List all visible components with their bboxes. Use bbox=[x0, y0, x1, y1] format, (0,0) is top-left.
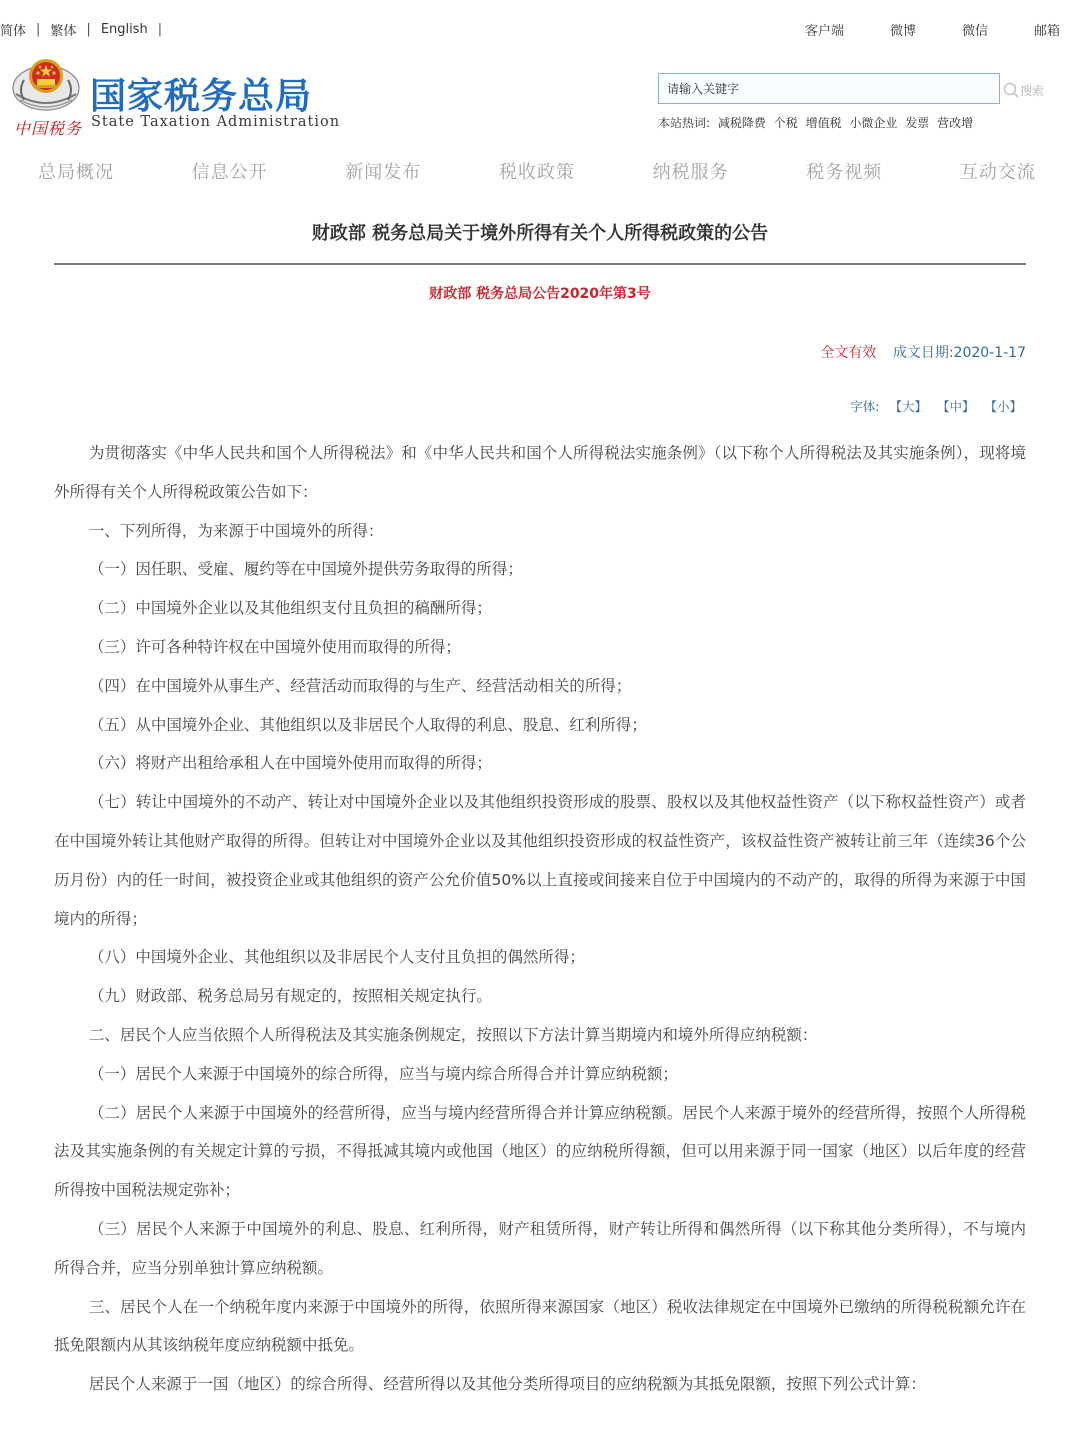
document-meta bbox=[820, 342, 1026, 362]
separator: | bbox=[157, 21, 163, 37]
article-paragraph: 为贯彻落实《中华人民共和国个人所得税法》和《中华人民共和国个人所得税法实施条例》（以下称个人所得税法及其实施条例），现将境外所得有关个人所得税政策公告如下： bbox=[54, 444, 1026, 501]
font-size-control bbox=[850, 397, 1022, 415]
lang-traditional-link[interactable]: 繁体 bbox=[50, 23, 77, 39]
search-button-label: 搜索 bbox=[1020, 83, 1045, 98]
hot-word-link[interactable]: 减税降费 bbox=[717, 116, 766, 130]
search-input[interactable] bbox=[667, 82, 999, 96]
font-large-button[interactable]: 【大】 bbox=[889, 399, 927, 414]
article-title: 财政部 税务总局关于境外所得有关个人所得税政策的公告 bbox=[311, 223, 769, 244]
document-date: 成文日期:2020-1-17 bbox=[892, 345, 1026, 361]
separator: | bbox=[86, 21, 91, 37]
logo-slogan: 中国税务 bbox=[14, 119, 83, 138]
validity-status: 全文有效 bbox=[820, 345, 877, 361]
font-small-button[interactable]: 【小】 bbox=[984, 399, 1022, 414]
lang-english-link[interactable]: English bbox=[100, 21, 148, 37]
language-switcher bbox=[0, 19, 172, 39]
article-paragraph: （一）因任职、受雇、履约等在中国境外提供劳务取得的所得； bbox=[88, 560, 523, 579]
article-paragraph: （二）居民个人来源于中国境外的经营所得，应当与境内经营所得合并计算应纳税额。居民个人来源于境外的经营所得，按照个人所得税法及其实施条例的有关规定计算的亏损，不得抵减其境内或他国（地区）的应纳税所得额，但可以用来源于同一国家（地区）以后年度的经营所得按中国税法规定弥补； bbox=[54, 1103, 1026, 1200]
weibo-link[interactable]: 微博 bbox=[889, 23, 916, 39]
search-icon bbox=[1003, 82, 1019, 98]
nav-item-info-disclosure[interactable]: 信息公开 bbox=[191, 162, 268, 183]
nav-item-news[interactable]: 新闻发布 bbox=[345, 162, 422, 183]
search-button[interactable] bbox=[1003, 79, 1044, 101]
article-paragraph: 一、下列所得，为来源于中国境外的所得： bbox=[88, 521, 384, 540]
top-links bbox=[805, 19, 1080, 39]
article-paragraph: （三）许可各种特许权在中国境外使用而取得的所得； bbox=[88, 637, 461, 656]
font-size-label: 字体: bbox=[850, 399, 880, 414]
article-paragraph: 居民个人来源于一国（地区）的综合所得、经营所得以及其他分类所得项目的应纳税额为其抵免限额，按照下列公式计算： bbox=[88, 1375, 926, 1394]
logo-title-cn: 国家税务总局 bbox=[90, 76, 313, 117]
hot-word-link[interactable]: 增值税 bbox=[805, 116, 842, 130]
article-paragraph: （四）在中国境外从事生产、经营活动而取得的与生产、经营活动相关的所得； bbox=[88, 676, 632, 695]
article-paragraph: 二、居民个人应当依照个人所得税法及其实施条例规定，按照以下方法计算当期境内和境外所得应纳税额： bbox=[88, 1025, 818, 1044]
main-nav bbox=[0, 158, 1080, 190]
national-emblem-icon bbox=[10, 50, 82, 120]
nav-item-tax-policy[interactable]: 税收政策 bbox=[498, 162, 575, 183]
article-paragraph: （七）转让中国境外的不动产、转让对中国境外企业以及其他组织投资形成的股票、股权以及其他权益性资产（以下称权益性资产）或者在中国境外转让其他财产取得的所得。但转让对中国境外企业以及其他组织投资形成的权益性资产，该权益性资产被转让前三年（连续36个公历月份）内的任一时间，被投资企业或其他组织的资产公允价值50%以上直接或间接来自位于中国境内的不动产的，取得的所得为来源于中国境内的所得； bbox=[54, 793, 1026, 928]
logo-title-en: State Taxation Administration bbox=[91, 114, 341, 130]
article-paragraph: 三、居民个人在一个纳税年度内来源于中国境外的所得，依照所得来源国家（地区）税收法律规定在中国境外已缴纳的所得税税额允许在抵免限额内从其该纳税年度应纳税额中抵免。 bbox=[54, 1297, 1026, 1355]
separator: | bbox=[36, 21, 41, 37]
hot-word-link[interactable]: 营改增 bbox=[937, 116, 974, 130]
search-box bbox=[658, 73, 1000, 104]
hot-words bbox=[658, 114, 973, 131]
article-paragraph: （五）从中国境外企业、其他组织以及非居民个人取得的利息、股息、红利所得； bbox=[88, 715, 647, 734]
hot-word-link[interactable]: 小微企业 bbox=[849, 116, 898, 130]
divider bbox=[54, 263, 1026, 265]
article-paragraph: （二）中国境外企业以及其他组织支付且负担的稿酬所得； bbox=[88, 599, 492, 618]
article-paragraph: （三）居民个人来源于中国境外的利息、股息、红利所得，财产租赁所得，财产转让所得和偶然所得（以下称其他分类所得），不与境内所得合并，应当分别单独计算应纳税额。 bbox=[54, 1219, 1026, 1277]
client-link[interactable]: 客户端 bbox=[804, 23, 844, 39]
nav-item-interaction[interactable]: 互动交流 bbox=[959, 162, 1036, 183]
article-paragraph: （九）财政部、税务总局另有规定的，按照相关规定执行。 bbox=[88, 987, 492, 1006]
article-body bbox=[54, 434, 1026, 1404]
site-logo[interactable] bbox=[10, 50, 341, 145]
mailbox-link[interactable]: 邮箱 bbox=[1033, 23, 1060, 39]
hot-word-link[interactable]: 发票 bbox=[905, 116, 930, 130]
hot-words-label: 本站热词: bbox=[658, 116, 711, 130]
font-medium-button[interactable]: 【中】 bbox=[936, 399, 975, 414]
document-number: 财政部 税务总局公告2020年第3号 bbox=[429, 286, 651, 302]
lang-simplified-link[interactable]: 简体 bbox=[0, 23, 27, 39]
hot-word-link[interactable]: 个税 bbox=[773, 116, 798, 130]
article-paragraph: （八）中国境外企业、其他组织以及非居民个人支付且负担的偶然所得； bbox=[88, 948, 585, 967]
article-paragraph: （六）将财产出租给承租人在中国境外使用而取得的所得； bbox=[88, 754, 492, 773]
nav-item-tax-video[interactable]: 税务视频 bbox=[806, 162, 883, 183]
wechat-link[interactable]: 微信 bbox=[961, 23, 988, 39]
article-paragraph: （一）居民个人来源于中国境外的综合所得，应当与境内综合所得合并计算应纳税额； bbox=[88, 1064, 678, 1083]
nav-item-tax-service[interactable]: 纳税服务 bbox=[652, 162, 729, 183]
nav-item-overview[interactable]: 总局概况 bbox=[38, 162, 114, 183]
